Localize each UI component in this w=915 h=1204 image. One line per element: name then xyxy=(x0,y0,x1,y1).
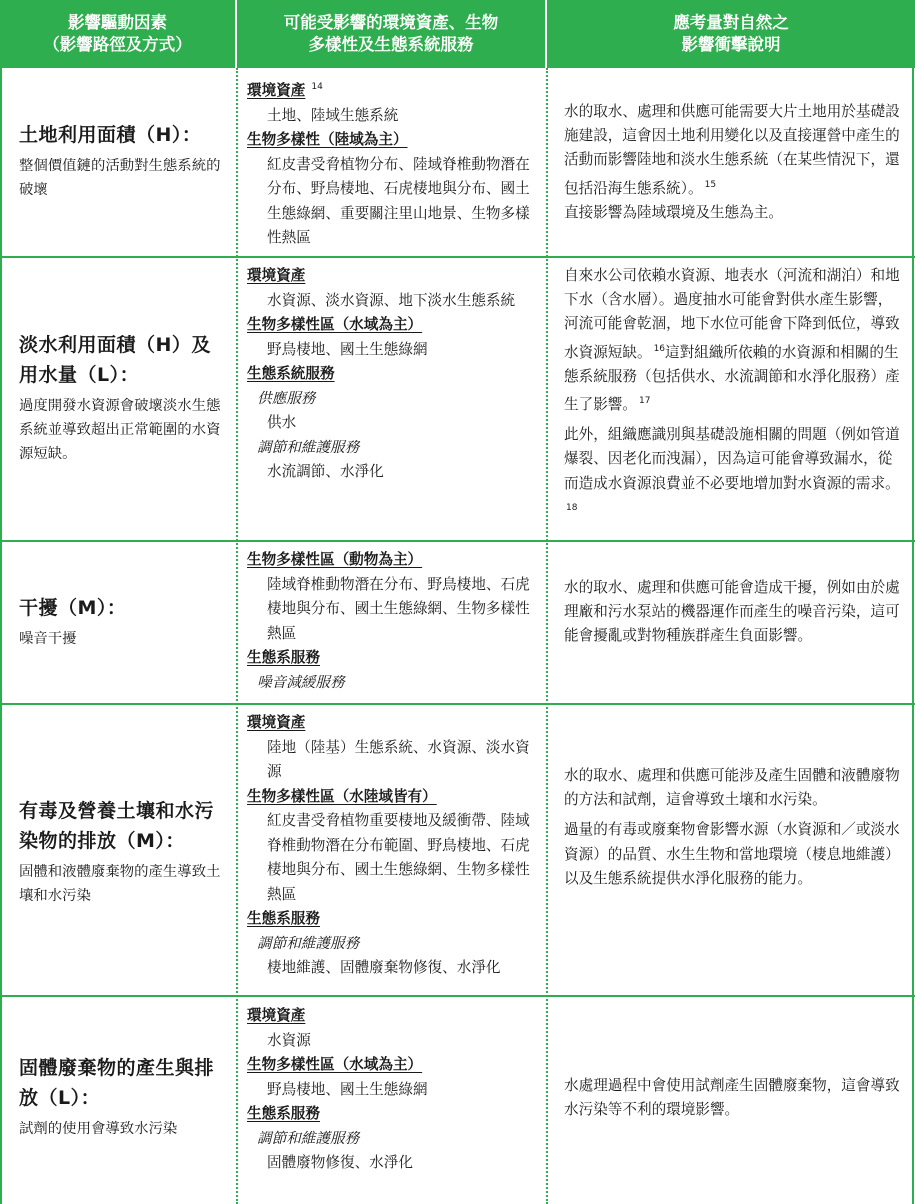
header-text: （影響路徑及方式） xyxy=(43,35,192,54)
impact-cell xyxy=(564,264,902,524)
header-text: 可能受影響的環境資產、生物 xyxy=(283,13,499,32)
section-heading: 生態系服務 xyxy=(247,910,320,927)
driver-description: 固體和液體廢棄物的產生導致土壤和水污染 xyxy=(19,864,221,904)
list-item: 水資源 xyxy=(267,1031,311,1049)
footnote-ref: 14 xyxy=(311,82,323,92)
driver-title: 有毒及營養土壤和水污染物的排放（M）： xyxy=(19,800,215,852)
subsection-label: 調節和維護服務 xyxy=(257,934,360,952)
list-item: 水流調節、水淨化 xyxy=(267,463,384,480)
list-item: 棲地維護、固體廢棄物修復、水淨化 xyxy=(267,959,501,976)
row-divider xyxy=(0,703,915,705)
impact-paragraph: 過量的有毒或廢棄物會影響水源（水資源和／或淡水資源）的品質、水生生物和當地環境（棲息地維護）以及生態系統提供水淨化服務的能力。 xyxy=(564,821,900,887)
driver-title: 固體廢棄物的產生與排放（L）： xyxy=(19,1057,215,1109)
subsection-label: 調節和維護服務 xyxy=(257,1129,360,1147)
impact-text: 直接影響為陸域環境及生態為主。 xyxy=(564,203,783,221)
header-text: 影響衝擊說明 xyxy=(681,35,781,54)
footnote-ref: 17 xyxy=(638,396,651,407)
driver-cell xyxy=(19,330,224,466)
list-item: 野鳥棲地、國土生態綠網 xyxy=(267,1080,428,1098)
column-divider xyxy=(236,68,238,1204)
driver-description: 整個價值鏈的活動對生態系統的破壞 xyxy=(19,158,221,198)
header-impact-description xyxy=(547,0,915,68)
list-item: 陸地（陸基）生態系統、水資源、淡水資源 xyxy=(267,738,530,780)
section-heading: 生物多樣性（陸域為主） xyxy=(247,131,408,148)
section-heading: 生態系服務 xyxy=(247,649,320,666)
driver-description: 過度開發水資源會破壞淡水生態系統並導致超出正常範圍的水資源短缺。 xyxy=(19,398,221,462)
impact-text: 水的取水、處理和供應可能需要大片土地用於基礎設施建設，這會因土地利用變化以及直接運營中產生的活動而影響陸地和淡水生態系統（在某些情況下，還包括沿海生態系統）。 xyxy=(564,103,900,197)
driver-title: 土地利用面積（H）： xyxy=(19,124,202,146)
section-heading: 環境資產 xyxy=(247,714,306,731)
list-item: 紅皮書受脅植物重要棲地及緩衝帶、陸域脊椎動物潛在分布範圍、野鳥棲地、石虎棲地與分布、國土生態綠網、生物多樣性熱區 xyxy=(267,812,530,903)
table-border-left xyxy=(0,68,2,1204)
section-heading-text: 環境資產 xyxy=(247,82,306,99)
driver-description: 試劑的使用會導致水污染 xyxy=(19,1121,178,1137)
impact-paragraph: 水處理過程中會使用試劑產生固體廢棄物，這會導致水污染等不利的環境影響。 xyxy=(564,1077,900,1119)
list-item: 固體廢物修復、水淨化 xyxy=(267,1154,413,1171)
list-item: 水資源、淡水資源、地下淡水生態系統 xyxy=(267,291,516,309)
footnote-ref: 18 xyxy=(566,502,578,513)
header-affected-assets xyxy=(237,0,547,68)
impact-paragraph xyxy=(564,423,902,524)
impact-paragraph: 水的取水、處理和供應可能會造成干擾，例如由於處理廠和污水泵站的機器運作而產生的噪音污染，這可能會擾亂或對物種族群產生負面影響。 xyxy=(564,579,900,645)
impact-text: 這對組織所依賴的水資源和相關的生態系統服務（包括供水、水流調節和水淨化服務）產生了影響。 xyxy=(564,343,900,414)
list-item: 紅皮書受脅植物分布、陸域脊椎動物潛在分布、野鳥棲地、石虎棲地與分布、國土生態綠網、重要關注里山地景、生物多樣性熱區 xyxy=(267,155,530,246)
impact-paragraph: 水的取水、處理和供應可能涉及產生固體和液體廢物的方法和試劑，這會導致土壤和水污染。 xyxy=(564,767,900,809)
footnote-ref: 15 xyxy=(704,179,717,190)
header-impact-driver xyxy=(0,0,237,68)
header-text: 影響驅動因素 xyxy=(68,13,167,32)
list-item: 陸域脊椎動物潛在分布、野鳥棲地、石虎棲地與分布、國土生態綠網、生物多樣性熱區 xyxy=(267,575,530,642)
section-heading: 生態系服務 xyxy=(247,1105,320,1122)
row-divider xyxy=(0,256,915,258)
impact-paragraph xyxy=(564,264,902,417)
section-heading: 環境資產 xyxy=(247,1007,306,1024)
row-divider xyxy=(0,540,915,542)
assets-cell xyxy=(247,711,539,981)
driver-description: 噪音干擾 xyxy=(19,631,77,647)
list-item: 野鳥棲地、國土生態綠網 xyxy=(267,340,428,358)
section-heading: 生態系統服務 xyxy=(247,365,335,382)
driver-cell xyxy=(19,1053,224,1141)
list-item: 土地、陸域生態系統 xyxy=(267,106,399,124)
table-border-right xyxy=(912,68,914,1204)
section-heading: 環境資產 xyxy=(247,267,306,284)
subsection-label: 供應服務 xyxy=(257,389,316,407)
subsection-label: 調節和維護服務 xyxy=(257,438,360,456)
section-heading: 生物多樣性區（水陸域皆有） xyxy=(247,787,437,805)
impact-paragraph xyxy=(564,100,902,225)
subsection-label: 噪音減緩服務 xyxy=(257,673,345,691)
section-heading: 生物多樣性區（水域為主） xyxy=(247,1056,423,1073)
assets-cell xyxy=(247,264,539,485)
footnote-ref: 16 xyxy=(653,343,666,354)
assets-cell xyxy=(247,1004,539,1176)
impact-text: 此外，組織應識別與基礎設施相關的問題（例如管道爆裂、因老化而洩漏），因為這可能會導致漏水，從而造成水資源浪費並不必要地增加對水資源的需求。 xyxy=(564,426,900,492)
driver-cell xyxy=(19,593,224,651)
assets-cell xyxy=(247,548,539,695)
impact-cell xyxy=(564,764,902,891)
driver-title: 干擾（M）： xyxy=(19,597,127,619)
section-heading xyxy=(247,75,539,104)
impact-text: 自來水公司依賴水資源、地表水（河流和湖泊）和地下水（含水層）。過度抽水可能會對供水產生影響，河流可能會乾涸，地下水位可能會下降到低位，導致水資源短缺。 xyxy=(564,267,900,361)
impact-cell xyxy=(564,576,902,649)
assets-cell xyxy=(247,75,539,251)
driver-cell xyxy=(19,796,224,908)
row-divider xyxy=(0,995,915,997)
section-heading: 生物多樣性區（水域為主） xyxy=(247,316,423,333)
impact-cell xyxy=(564,1074,902,1122)
column-divider xyxy=(546,68,548,1204)
header-text: 多樣性及生態系統服務 xyxy=(308,35,474,54)
driver-cell xyxy=(19,120,224,202)
impact-cell xyxy=(564,100,902,225)
section-heading: 生物多樣性區（動物為主） xyxy=(247,551,423,568)
list-item: 供水 xyxy=(267,414,297,431)
header-text: 應考量對自然之 xyxy=(673,13,789,32)
driver-title: 淡水利用面積（H）及用水量（L）： xyxy=(19,334,211,386)
